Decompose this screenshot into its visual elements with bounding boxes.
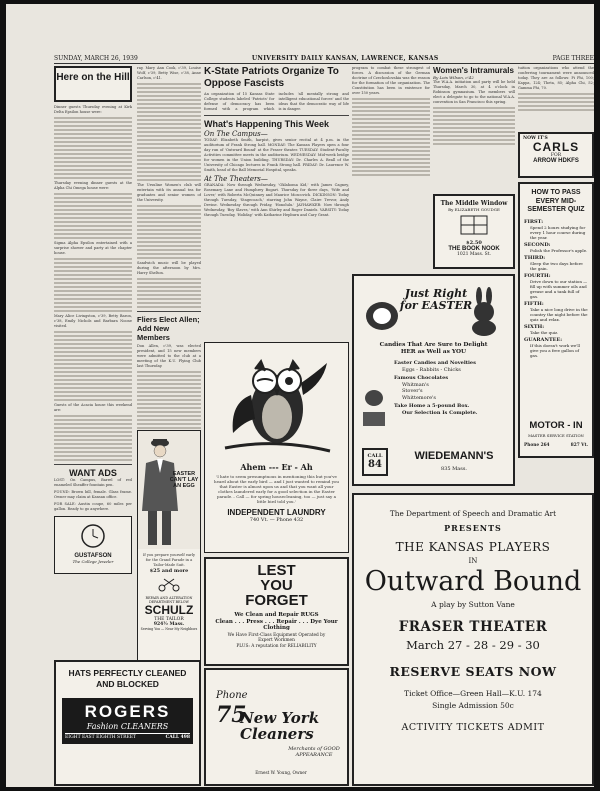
intramurals-byline: By Lois Wilson, c'42 [433,75,474,80]
schulz-caption: EASTER CAN'T LAY AN EGG [169,471,199,489]
window-icon [459,214,489,236]
book-store: THE BOOK NOOK [448,246,500,252]
candies-headline: Candies That Are Sure to Delight HER as Well as YOU [379,342,488,355]
header-date: SUNDAY, MARCH 26, 1939 [54,55,138,62]
owl-illustration [205,343,348,458]
play-in: IN [468,557,478,565]
candy-brand: Whittemore's [402,394,436,401]
text-block [518,93,594,111]
carls-name: CARLS [532,140,580,154]
play-activity-tickets: ACTIVITY TICKETS ADMIT [401,722,545,733]
motor-in-quiz-ad [518,182,594,458]
header-masthead: UNIVERSITY DAILY KANSAN, LAWRENCE, KANSAS [251,55,439,62]
motor-in-address: 827 Vt. [570,443,588,448]
want-ad: FOR SALE: Austin coupe, 60 miles per gallon. Ready to go anywhere. [54,502,132,511]
schulz-address: 924½ Mass. [153,622,185,627]
quiz-step-label: SECOND: [524,241,551,248]
on-campus-subhead: On The Campus— [204,130,268,138]
text-block [137,205,201,259]
text-block [54,258,132,312]
intramurals-story: The W.A.A. initiation and party will be held Thursday, March 30, at 4 o'clock in Robinson gymnasium. The members will elect a delegate to go to the national W.A.A. convention in San Francisco this spring. [433,80,515,104]
play-dates: March 27 - 28 - 29 - 30 [406,638,540,652]
play-theater: FRASER THEATER [398,619,548,635]
wiedemanns-address: 835 Mass. [441,466,467,472]
kstate-headline: K-State Patriots Organize To Oppose Fascists [204,66,339,89]
clock-icon [80,523,106,549]
society-item: Mary Alice Livingston, c'39, Betty Baron, c'38, Emily Nichols and Barbara Noone visited. [54,314,132,328]
candy-item: Take Home a 5-pound Box. [394,403,470,409]
society-item: Thursday evening dinner guests at the Alpha Chi Omega house were: [54,181,132,190]
candy-item-detail: Eggs - Rabbits - Chicks [402,366,461,373]
candy-box-icon [360,388,388,432]
lest-title-3: FORGET [245,592,308,609]
carls-for: FOR [550,153,562,158]
quiz-step-text: Take a nice long drive in the country the night before the quiz and relax. [530,306,588,322]
divider [137,311,201,312]
column-3 [204,66,349,346]
motor-in-sub: MASTER SERVICE STATION [528,433,584,438]
candy-item: Easter Candies and Novelties [394,360,476,366]
story-continuation: program to combat these strongest of forces. A discussion of the German doctrine of Czechoslovakia was the reason for the formation of the organization. The Constitution has been in existence for over 150 years. [352,66,430,95]
text-block [433,107,515,145]
quiz-step-text: If this doesn't work we'll give you a free gallon of gas. [530,342,580,358]
text-block [54,117,132,179]
want-ad: LOST: On Campus, Barrel of red enameled Sheaffer fountain pen. [54,478,132,487]
schulz-repair: REPAIR AND ALTERATION DEPARTMENT BELOW [145,596,193,604]
schulz-tailor-ad [137,430,201,662]
outward-bound-play-ad [352,493,594,786]
schulz-footer: Serving You — Near My Neighbors [140,627,198,631]
whats-happening-headline: What's Happening This Week [204,119,329,129]
rogers-cleaners-ad [54,660,201,786]
text-block [54,193,132,239]
rogers-phone: CALL 498 [165,735,190,740]
text-block [352,98,430,176]
lest-title-1: LEST [257,562,296,579]
divider [204,115,349,116]
man-in-suit-illustration [138,431,200,549]
lest-line-3: We Have First-Class Equipment Operated by Expert Workmen [227,633,326,643]
play-ticket-office: Ticket Office—Green Hall—K.U. 174 [404,689,542,698]
campus-listings: TODAY: Elizabeth Smith, harpist, gives senior recital at 4 p.m. in the auditorium of Frank Strong hall. MONDAY: The Kansan Players open a four day run of 'Outward Bound' at the Fraser theater. TUESDAY: Student-Faculty Activities committee meets in the auditorium. WEDNESDAY: Mid-week bridge for women in the Union building. THURSDAY: Dr. Charles A. Beall of the University of Chicago lectures in Frank Strong hall. FRIDAY: Dr. Laurence W. Smith, head of the Ball Memorial Hospital, speaks. [204,138,349,172]
intramurals-title: Women's Intramurals [433,66,514,75]
call-box: CALL 84 [362,448,388,476]
carls-ad [518,132,594,178]
theaters-subhead: At The Theaters— [204,175,268,183]
society-item: Sandwich music will be played during the afternoon by Mrs. Harry Shelton. [137,261,201,275]
play-department: The Department of Speech and Dramatic Art [389,509,557,518]
ny-phone-label: Phone [216,690,248,701]
text-block [137,83,201,181]
book-address: 1021 Mass. St. [457,252,491,257]
quiz-step-label: FIRST: [524,218,544,225]
fliers-headline: Fliers Elect Allen; Add New Members [137,315,200,342]
book-price: $2.50 [466,240,482,246]
laundry-name: INDEPENDENT LAUNDRY [227,508,326,517]
kstate-story: An organization of 15 Kansas State College students labeled 'Patriots' for defense of democracy has been formed with a program which includes 'all mentally strong and intelligent educational forces' and the ideas that the democratic way of life is in danger. [204,92,349,111]
laundry-address: 740 Vt. — Phone 432 [249,517,304,523]
candy-item-detail: Our Selection Is Complete. [402,409,478,416]
ny-name: New York Cleaners [240,709,320,743]
fliers-story: Don Allen, c'39, was elected president, and 15 new members were admitted to the club at a meeting of the K.U. Flying Club last Thursday. [137,344,201,368]
motor-in-name: MOTOR - IN [529,420,583,431]
book-nook-ad [433,194,515,269]
intramurals-column [433,66,515,196]
theater-listings: GRANADA: Now through Wednesday, 'Oklahoma Kid,' with James Cagney, Rosemary Lane and Humphrey Bogart. Thursday for three days, 'Wife and Lover,' with Roberta McQuinney and Maurice Moscovich. DICKINSON: Today through Tuesday, 'Stagecoach,' starring John Wayne, Claire Trevor, Andy Devine. Wednesday through Friday, 'Honolulu.' JAYHAWKER: Now through Wednesday, 'Boy Slaves,' with Ann Shirley and Roger Daniels. VARSITY: Today through Tuesday, 'Holiday,' with Katharine Hepburn and Cary Grant. [204,183,349,217]
society-item: The Ursuline Women's club will entertain with its annual tea for graduates and senior women of the University. [137,183,201,202]
schulz-text: If you prepare yourself early for the Grand Parade in a Tailor-Made Suit. [142,553,196,567]
here-on-the-hill-logo: Here on the Hill [54,66,132,102]
rogers-logo: ROGERS Fashion CLEANERS EIGHT EAST EIGHTH STREET CALL 498 [62,698,193,744]
candy-item: Famous Chocolates [394,375,449,381]
quiz-step-text: Spend 2 hours studying for every 1 hour course during the year. [530,224,586,240]
column-4 [352,66,430,196]
society-item: Dinner guests Thursday evening at Kirk Delta Epsilon house were: [54,105,132,114]
play-company: THE KANSAS PLAYERS [395,540,551,554]
column-text: tuition organizations who attend the conferring tournament were announced today. They are as follows: Pi Phi, 100; Kappa, 124; Theta, 85; Alpha Chi, 52; Gamma Phi, 70. [518,66,594,90]
page-header [54,54,594,64]
play-admission: Single Admission 50c [432,701,514,710]
carls-nowits: NOW IT'S [523,136,548,141]
want-ads-title: WANT ADS [69,468,117,478]
play-reserve: RESERVE SEATS NOW [389,664,557,679]
lest-line-4: PLUS: A reputation for RELIABILITY [236,644,317,649]
candy-brand: Stover's [402,388,423,394]
quiz-title: HOW TO PASS EVERY MID-SEMESTER QUIZ [527,189,585,213]
text-block [54,331,132,401]
lest-title-2: YOU [260,577,293,594]
quiz-step-label: THIRD: [524,254,546,261]
want-ad: FOUND: Brown bill, female. Glass frame. Owner may claim at Kansan office. [54,490,132,499]
gustafson-ad: GUSTAFSON The College Jeweler [54,516,132,574]
laundry-caption: Ahem --- Er - Ah [240,462,313,472]
column-5 [518,66,594,126]
easter-script: Just Right for EASTER [399,287,473,312]
lest-line-1: We Clean and Repair RUGS [234,612,319,618]
book-title: The Middle Window [440,200,508,207]
quiz-step-text: Take the quiz. [530,329,559,335]
header-page: PAGE THREE [552,55,594,62]
hats-title: HATS PERFECTLY CLEANED AND BLOCKED [68,668,187,689]
ny-owner: Ernest W. Young, Owner [255,770,307,775]
motor-in-phone: Phone 264 [524,443,550,448]
text-block [54,415,132,461]
society-item: Sigma Alpha Epsilon entertained with a surprise shower and party at the chapter house. [54,241,132,255]
scissors-icon [158,578,180,592]
society-item: Guests of the Acacia house this weekend are: [54,403,132,412]
lest-line-2: Clean . . . Press . . . Repair . . . Dye Your Clothing [215,619,338,631]
wiedemanns-name: WIEDEMANN'S [414,450,494,462]
laundry-text: 'I hate to seem presumptuous in mentioning this but you've heard about the early bird — and I just wanted to remind you that Easter is almost upon us and that you want all your clothes laundered early for a good selection in the Easter parade... Call — for spring housecleaning, too — just say a little bird told you.' [214,474,339,504]
ny-phone-number: 75 [216,702,247,728]
carls-item: ARROW HDKFS [533,158,579,164]
quiz-step-label: FOURTH: [524,272,551,279]
quiz-step-text: Sleep the two days before the gain. [530,260,583,271]
text-block [137,278,201,308]
quiz-step-label: SIXTH: [524,323,545,330]
ny-sub: Merchants of GOOD APPEARANCE [288,746,340,758]
quiz-step-label: FIFTH: [524,300,544,307]
play-title: Outward Bound [364,566,582,597]
quiz-step-label: GUARANTEE: [524,336,563,343]
quiz-step-text: Drive down to our station — fill up with summer oils and grease and a tank full of gas. [530,278,588,299]
play-presents: PRESENTS [444,523,502,533]
society-item: ray, Mary Ann Cook, c'39, Louise Wolf, c'39, Betty Wise, c'38, Anne Carlson, c'41. [137,66,201,80]
lest-you-forget-ad [204,557,349,666]
play-author: A play by Sutton Vane [431,600,515,609]
new-york-cleaners-ad [204,668,349,786]
book-author: By ELIZABETH GOUDGE [448,207,500,212]
divider [54,464,132,465]
wiedemanns-easter-ad [352,274,515,486]
schulz-price: $25 and more [149,568,189,574]
schulz-name: SCHULZ [144,603,194,617]
candy-brand: Whitman's [402,381,429,388]
independent-laundry-ad [204,342,349,553]
newspaper-page [6,4,594,787]
rogers-address: EIGHT EAST EIGHTH STREET [65,735,137,740]
schulz-sub: THE TAILOR [154,617,184,622]
quiz-step-text: Polish the Professor's apple. [530,247,588,253]
